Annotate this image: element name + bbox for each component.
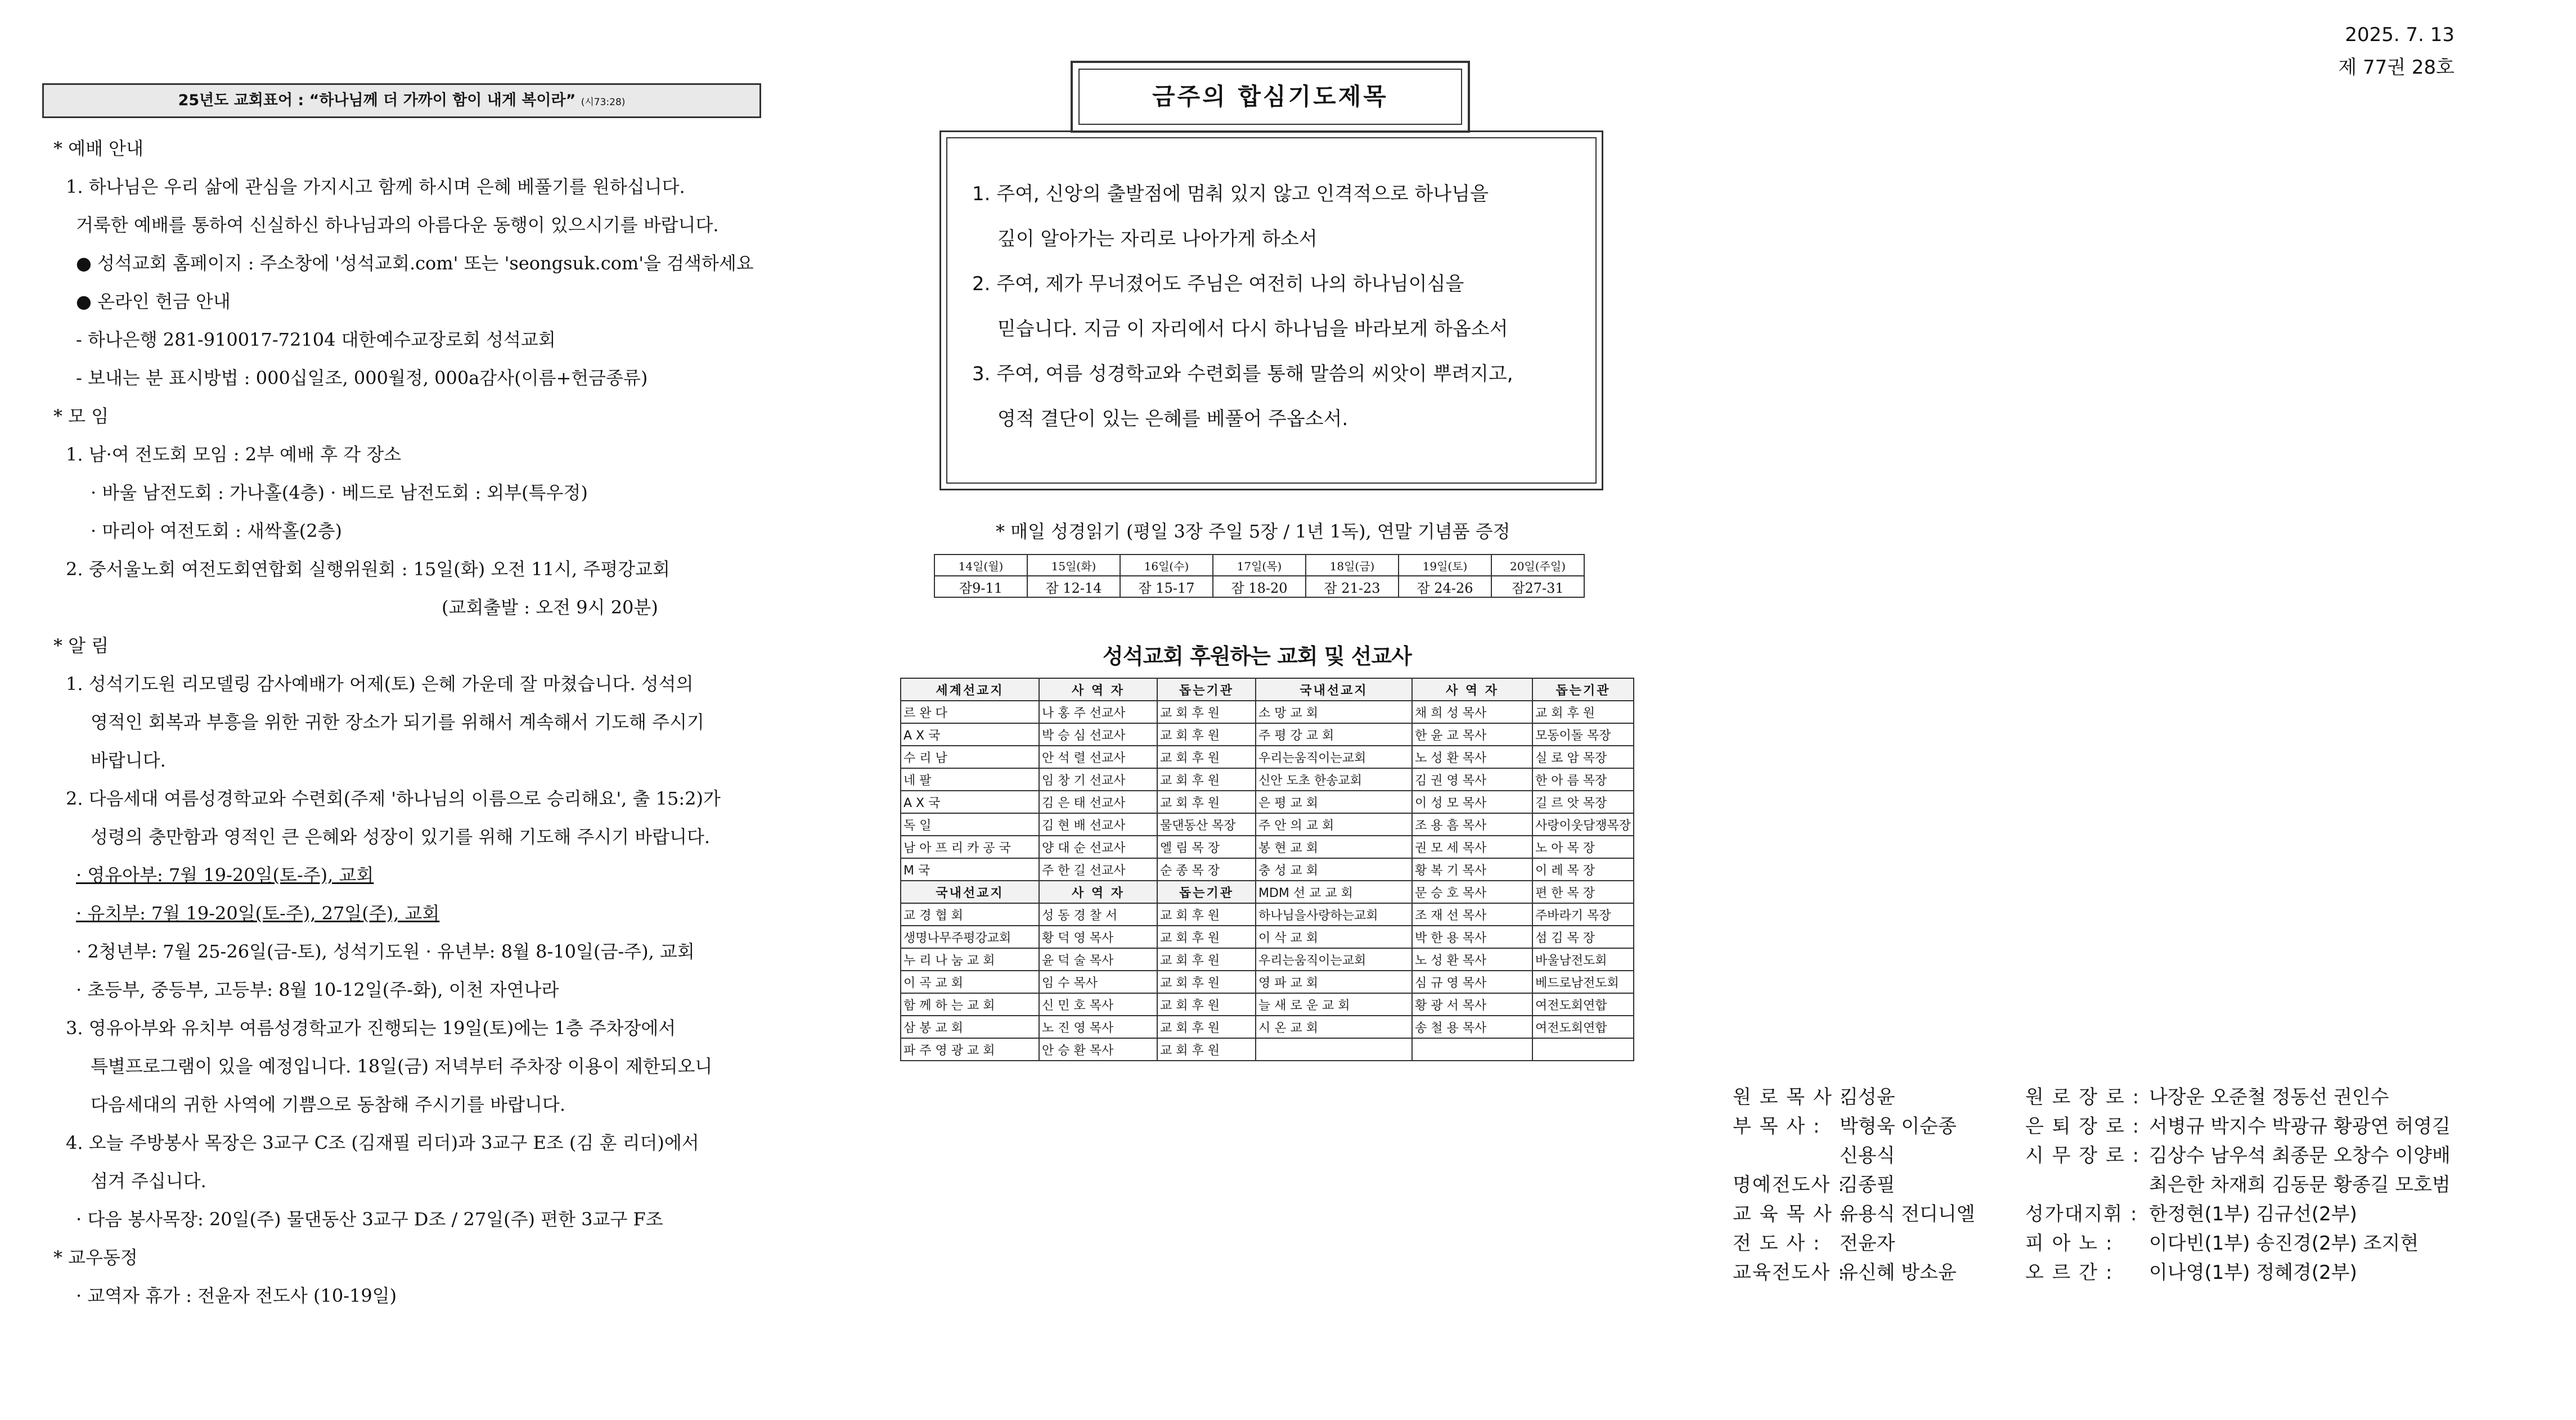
missions-cell: 한 윤 교 목사 <box>1412 723 1532 746</box>
staff-names: 이다빈(1부) 송진경(2부) 조지현 <box>2149 1232 2419 1255</box>
missions-cell: 노 아 목 장 <box>1532 836 1634 858</box>
missions-cell: 늘 새 로 운 교 회 <box>1256 993 1412 1016</box>
missions-cell: 신 민 호 목사 <box>1039 993 1157 1016</box>
missions-cell <box>1412 1038 1532 1061</box>
missions-cell: 소 망 교 회 <box>1256 701 1412 723</box>
missions-cell: 이 레 목 장 <box>1532 858 1634 881</box>
announcement-line: * 모 임 <box>53 405 109 427</box>
missions-cell: 성 동 경 찰 서 <box>1039 903 1157 926</box>
missions-title: 성석교회 후원하는 교회 및 선교사 <box>1103 644 1411 669</box>
missions-row <box>901 1038 1634 1061</box>
missions-cell: 봉 현 교 회 <box>1256 836 1412 858</box>
missions-cell: 교 회 후 원 <box>1157 1016 1256 1038</box>
announcement-line: - 하나은행 281-910017-72104 대한예수교장로회 성석교회 <box>76 329 556 350</box>
bible-day-cell: 17일(목) <box>1213 555 1306 576</box>
missions-cell: 함 께 하 는 교 회 <box>901 993 1039 1016</box>
missions-cell: 교 회 후 원 <box>1157 746 1256 768</box>
missions-cell: 박 한 용 목사 <box>1412 926 1532 948</box>
prayer-item: 1. 주여, 신앙의 출발점에 멈춰 있지 않고 인격적으로 하나님을 <box>972 183 1489 205</box>
announcement-line: · 유치부: 7월 19-20일(토-주), 27일(주), 교회 <box>76 903 440 924</box>
staff-names: 이나영(1부) 정혜경(2부) <box>2149 1261 2357 1284</box>
missions-cell: 김 은 태 선교사 <box>1039 791 1157 813</box>
missions-cell: 신안 도초 한송교회 <box>1256 768 1412 791</box>
staff-row <box>2025 1170 2451 1200</box>
missions-mixed-row <box>901 881 1634 903</box>
missions-cell: 누 리 나 눔 교 회 <box>901 948 1039 971</box>
missions-cell: 여전도회연합 <box>1532 1016 1634 1038</box>
staff-role <box>2025 1170 2149 1200</box>
missions-header-cell: 돕는기관 <box>1157 881 1256 903</box>
announcement-line: (교회출발 : 오전 9시 20분) <box>442 597 658 618</box>
missions-cell: 여전도회연합 <box>1532 993 1634 1016</box>
missions-row <box>901 926 1634 948</box>
staff-row <box>2025 1258 2451 1287</box>
missions-cell: A X 국 <box>901 723 1039 746</box>
prayer-list <box>972 172 1591 441</box>
missions-cell: 순 종 목 장 <box>1157 858 1256 881</box>
missions-cell: 노 진 영 목사 <box>1039 1016 1157 1038</box>
missions-header-cell: 사 역 자 <box>1039 881 1157 903</box>
missions-cell: A X 국 <box>901 791 1039 813</box>
announcement-line: · 마리아 여전도회 : 새싹홀(2층) <box>91 520 343 542</box>
missions-cell: 임 창 기 선교사 <box>1039 768 1157 791</box>
staff-names: 서병규 박지수 박광규 황광연 허영길 <box>2149 1115 2451 1138</box>
missions-header-cell: 세계선교지 <box>901 678 1039 701</box>
staff-names: 한정현(1부) 김규선(2부) <box>2149 1203 2357 1225</box>
missions-cell: 하나님을사랑하는교회 <box>1256 903 1412 926</box>
missions-cell: 황 덕 영 목사 <box>1039 926 1157 948</box>
missions-cell: 르 완 다 <box>901 701 1039 723</box>
missions-cell: 영 파 교 회 <box>1256 971 1412 993</box>
missions-row <box>901 813 1634 836</box>
staff-names: 김성윤 <box>1840 1086 1895 1108</box>
missions-cell: 주바라기 목장 <box>1532 903 1634 926</box>
prayer-item: 2. 주여, 제가 무너졌어도 주님은 여전히 나의 하나님이심을 <box>972 273 1464 295</box>
bible-reading-cell: 잠 15-17 <box>1120 576 1213 597</box>
staff-row <box>1733 1258 1975 1287</box>
staff-role <box>1733 1141 1840 1170</box>
staff-names: 김상수 남우석 최종문 오창수 이양배 <box>2149 1144 2451 1167</box>
bible-day-cell: 14일(월) <box>934 555 1027 576</box>
staff-names: 유신혜 방소윤 <box>1840 1261 1957 1284</box>
announcement-line: 섬겨 주십니다. <box>91 1170 206 1192</box>
bible-day-cell: 20일(주일) <box>1491 555 1584 576</box>
missions-cell: 실 로 암 목장 <box>1532 746 1634 768</box>
missions-cell: 임 수 목사 <box>1039 971 1157 993</box>
announcement-line: ● 성석교회 홈페이지 : 주소창에 '성석교회.com' 또는 'seongsuk.com'을 검색하세요 <box>76 253 754 274</box>
staff-row <box>1733 1200 1975 1229</box>
missions-header-cell: 사 역 자 <box>1412 678 1532 701</box>
missions-cell: 생명나무주평강교회 <box>901 926 1039 948</box>
missions-cell: 이 곡 교 회 <box>901 971 1039 993</box>
bible-day-cell: 15일(화) <box>1027 555 1120 576</box>
missions-cell: 섬 김 목 장 <box>1532 926 1634 948</box>
missions-cell: 조 재 선 목사 <box>1412 903 1532 926</box>
staff-names: 신용식 <box>1840 1144 1895 1167</box>
bible-reading-table <box>934 554 1585 598</box>
staff-names: 김종필 <box>1840 1174 1895 1196</box>
announcement-line: · 초등부, 중등부, 고등부: 8월 10-12일(주-화), 이천 자연나라 <box>76 979 559 1000</box>
announcement-line: * 알 림 <box>53 635 109 656</box>
announcement-line: · 다음 봉사목장: 20일(주) 물댄동산 3교구 D조 / 27일(주) 편한 3교구 F조 <box>76 1209 663 1230</box>
staff-role: 전 도 사 : <box>1733 1232 1821 1255</box>
missions-cell: 양 대 순 선교사 <box>1039 836 1157 858</box>
motto-reference: (시73:28) <box>581 97 626 108</box>
staff-role: 성가대지휘 : <box>2025 1203 2138 1225</box>
missions-row <box>901 948 1634 971</box>
staff-names: 최은한 차재희 김동문 황종길 모호범 <box>2149 1174 2451 1196</box>
missions-cell: 우리는움직이는교회 <box>1256 746 1412 768</box>
missions-cell: 이 삭 교 회 <box>1256 926 1412 948</box>
announcement-line: 1. 하나님은 우리 삶에 관심을 가지시고 함께 하시며 은혜 베풀기를 원하십니다. <box>66 176 685 197</box>
missions-cell: M 국 <box>901 858 1039 881</box>
missions-row <box>901 791 1634 813</box>
bible-reading-cell: 잠 21-23 <box>1306 576 1399 597</box>
missions-header-cell: 국내선교지 <box>1256 678 1412 701</box>
missions-cell: 교 회 후 원 <box>1157 971 1256 993</box>
missions-cell: 삼 봉 교 회 <box>901 1016 1039 1038</box>
missions-row <box>901 768 1634 791</box>
missions-header-cell: 돕는기관 <box>1157 678 1256 701</box>
staff-names: 나장운 오준철 정동선 권인수 <box>2149 1086 2389 1108</box>
staff-row <box>2025 1200 2451 1229</box>
missions-cell <box>1256 1038 1412 1061</box>
missions-cell: 길 르 앗 목장 <box>1532 791 1634 813</box>
missions-cell: 권 모 세 목사 <box>1412 836 1532 858</box>
staff-row <box>1733 1083 1975 1112</box>
bible-reading-cell: 잠27-31 <box>1491 576 1584 597</box>
missions-cell: 김 현 배 선교사 <box>1039 813 1157 836</box>
missions-cell: 박 승 심 선교사 <box>1039 723 1157 746</box>
announcement-line: - 보내는 분 표시방법 : 000십일조, 000월정, 000a감사(이름+헌금종류) <box>76 367 648 389</box>
prayer-item-continued: 믿습니다. 지금 이 자리에서 다시 하나님을 바라보게 하옵소서 <box>997 318 1508 340</box>
missions-cell: 충 성 교 회 <box>1256 858 1412 881</box>
announcement-line: 다음세대의 귀한 사역에 기쁨으로 동참해 주시기를 바랍니다. <box>91 1094 566 1115</box>
missions-cell: 노 성 환 목사 <box>1412 746 1532 768</box>
missions-cell: MDM 선 교 교 회 <box>1256 881 1412 903</box>
announcement-line: 3. 영유아부와 유치부 여름성경학교가 진행되는 19일(토)에는 1층 주차장에서 <box>66 1017 676 1039</box>
motto-text: 25년도 교회표어 : “하나님께 더 가까이 함이 내게 복이라” <box>178 92 576 109</box>
bible-reading-cell: 잠 12-14 <box>1027 576 1120 597</box>
staff-names: 박형욱 이순종 <box>1840 1115 1957 1138</box>
announcement-line: 4. 오늘 주방봉사 목장은 3교구 C조 (김재필 리더)과 3교구 E조 (김 훈 리더)에서 <box>66 1132 699 1153</box>
staff-role: 은 퇴 장 로 : <box>2025 1115 2141 1138</box>
missions-cell: 교 회 후 원 <box>1157 768 1256 791</box>
announcement-line: · 2청년부: 7월 25-26일(금-토), 성석기도원 · 유년부: 8월 8-10일(금-주), 교회 <box>76 941 695 962</box>
missions-row <box>901 858 1634 881</box>
missions-cell: 시 온 교 회 <box>1256 1016 1412 1038</box>
missions-cell: 교 회 후 원 <box>1532 701 1634 723</box>
missions-cell: 황 광 서 목사 <box>1412 993 1532 1016</box>
staff-row <box>1733 1170 1975 1200</box>
missions-cell: 심 규 영 목사 <box>1412 971 1532 993</box>
announcement-line: 1. 남·여 전도회 모임 : 2부 예배 후 각 장소 <box>66 444 402 465</box>
missions-cell: 파 주 영 광 교 회 <box>901 1038 1039 1061</box>
announcement-line: ● 온라인 헌금 안내 <box>76 291 231 312</box>
missions-cell: 바울남전도회 <box>1532 948 1634 971</box>
announcement-line: · 영유아부: 7월 19-20일(토-주), 교회 <box>76 864 374 886</box>
staff-list-right <box>2025 1083 2451 1287</box>
staff-row <box>2025 1141 2451 1170</box>
staff-role: 명예전도사 : <box>1733 1174 1846 1196</box>
missions-cell: 주 한 길 선교사 <box>1039 858 1157 881</box>
staff-row <box>1733 1141 1975 1170</box>
staff-role: 부 목 사 : <box>1733 1115 1821 1138</box>
missions-cell: 은 평 교 회 <box>1256 791 1412 813</box>
missions-table <box>900 678 1634 1061</box>
missions-cell: 사랑이웃담쟁목장 <box>1532 813 1634 836</box>
missions-cell <box>1532 1038 1634 1061</box>
announcement-line: 특별프로그램이 있을 예정입니다. 18일(금) 저녁부터 주차장 이용이 제한되오니 <box>91 1056 713 1077</box>
missions-header-cell: 사 역 자 <box>1039 678 1157 701</box>
staff-names: 유용식 전디니엘 <box>1840 1203 1975 1225</box>
staff-role: 원 로 장 로 : <box>2025 1086 2141 1108</box>
announcement-line: 영적인 회복과 부흥을 위한 귀한 장소가 되기를 위해서 계속해서 기도해 주시기 <box>91 711 704 733</box>
prayer-item: 3. 주여, 여름 성경학교와 수련회를 통해 말씀의 씨앗이 뿌려지고, <box>972 363 1513 385</box>
missions-cell: 윤 덕 술 목사 <box>1039 948 1157 971</box>
announcement-line: 바랍니다. <box>91 750 166 771</box>
missions-cell: 엘 림 목 장 <box>1157 836 1256 858</box>
bible-day-cell: 18일(금) <box>1306 555 1399 576</box>
church-motto <box>42 83 761 118</box>
missions-cell: 안 승 환 목사 <box>1039 1038 1157 1061</box>
missions-cell: 우리는움직이는교회 <box>1256 948 1412 971</box>
missions-row <box>901 723 1634 746</box>
bulletin-volume: 제 77권 28호 <box>2338 56 2454 79</box>
bible-day-cell: 19일(토) <box>1399 555 1491 576</box>
staff-role: 원 로 목 사 : <box>1733 1086 1848 1108</box>
missions-cell: 나 홍 주 선교사 <box>1039 701 1157 723</box>
missions-row <box>901 701 1634 723</box>
staff-role: 오 르 간 : <box>2025 1261 2114 1284</box>
staff-role: 피 아 노 : <box>2025 1232 2114 1255</box>
announcements <box>53 129 807 1315</box>
missions-row <box>901 903 1634 926</box>
missions-cell: 황 복 기 목사 <box>1412 858 1532 881</box>
missions-cell: 모동이돌 목장 <box>1532 723 1634 746</box>
missions-header-row <box>901 678 1634 701</box>
staff-row <box>2025 1112 2451 1141</box>
missions-header-cell: 국내선교지 <box>901 881 1039 903</box>
staff-role: 교 육 목 사 : <box>1733 1203 1848 1225</box>
missions-cell: 교 경 협 회 <box>901 903 1039 926</box>
bible-day-cell: 16일(수) <box>1120 555 1213 576</box>
missions-cell: 송 철 용 목사 <box>1412 1016 1532 1038</box>
missions-row <box>901 1016 1634 1038</box>
missions-cell: 수 리 남 <box>901 746 1039 768</box>
prayer-item-continued: 깊이 알아가는 자리로 나아가게 하소서 <box>997 228 1318 250</box>
missions-cell: 네 팔 <box>901 768 1039 791</box>
missions-cell: 이 성 모 목사 <box>1412 791 1532 813</box>
announcement-line: · 바울 남전도회 : 가나홀(4층) · 베드로 남전도회 : 외부(특우정) <box>91 482 588 503</box>
missions-cell: 조 용 흠 목사 <box>1412 813 1532 836</box>
missions-row <box>901 971 1634 993</box>
missions-cell: 노 성 환 목사 <box>1412 948 1532 971</box>
missions-cell: 주 평 강 교 회 <box>1256 723 1412 746</box>
announcement-line: 1. 성석기도원 리모델링 감사예배가 어제(토) 은혜 가운데 잘 마쳤습니다. 성석의 <box>66 673 694 695</box>
announcement-line: 2. 중서울노회 여전도회연합회 실행위원회 : 15일(화) 오전 11시, 주평강교회 <box>66 558 670 580</box>
missions-cell: 베드로남전도회 <box>1532 971 1634 993</box>
prayer-title: 금주의 합심기도제목 <box>1071 61 1470 133</box>
missions-cell: 안 석 렬 선교사 <box>1039 746 1157 768</box>
staff-role: 시 무 장 로 : <box>2025 1144 2141 1167</box>
bible-reading-cell: 잠 18-20 <box>1213 576 1306 597</box>
missions-cell: 교 회 후 원 <box>1157 701 1256 723</box>
staff-row <box>1733 1112 1975 1141</box>
staff-names: 전윤자 <box>1840 1232 1895 1255</box>
prayer-item-continued: 영적 결단이 있는 은혜를 베풀어 주옵소서. <box>997 408 1348 430</box>
announcement-line: * 교우동정 <box>53 1247 138 1268</box>
missions-cell: 교 회 후 원 <box>1157 948 1256 971</box>
missions-cell: 물댄동산 목장 <box>1157 813 1256 836</box>
bible-reading-note: * 매일 성경읽기 (평일 3장 주일 5장 / 1년 1독), 연말 기념품 증정 <box>996 521 1510 542</box>
announcement-line: 거룩한 예배를 통하여 신실하신 하나님과의 아름다운 동행이 있으시기를 바랍니다. <box>76 214 719 236</box>
missions-row <box>901 836 1634 858</box>
bible-reading-cell: 잠9-11 <box>934 576 1027 597</box>
staff-row <box>2025 1083 2451 1112</box>
staff-row <box>2025 1229 2451 1258</box>
announcement-line: * 예배 안내 <box>53 138 143 159</box>
missions-cell: 교 회 후 원 <box>1157 1038 1256 1061</box>
missions-row <box>901 746 1634 768</box>
missions-cell: 편 한 목 장 <box>1532 881 1634 903</box>
missions-cell: 교 회 후 원 <box>1157 993 1256 1016</box>
staff-row <box>1733 1229 1975 1258</box>
missions-cell: 독 일 <box>901 813 1039 836</box>
missions-cell: 한 아 름 목장 <box>1532 768 1634 791</box>
announcement-line: 2. 다음세대 여름성경학교와 수련회(주제 '하나님의 이름으로 승리해요', 출 15:2)가 <box>66 788 721 809</box>
bulletin-date: 2025. 7. 13 <box>2345 24 2454 46</box>
announcement-line: 성령의 충만함과 영적인 큰 은혜와 성장이 있기를 위해 기도해 주시기 바랍니다. <box>91 826 711 848</box>
missions-cell: 문 승 호 목사 <box>1412 881 1532 903</box>
announcement-line: · 교역자 휴가 : 전윤자 전도사 (10-19일) <box>76 1285 397 1306</box>
missions-cell: 교 회 후 원 <box>1157 791 1256 813</box>
missions-cell: 교 회 후 원 <box>1157 903 1256 926</box>
missions-cell: 김 권 영 목사 <box>1412 768 1532 791</box>
staff-list-left <box>1733 1083 1975 1287</box>
missions-cell: 주 안 의 교 회 <box>1256 813 1412 836</box>
missions-row <box>901 993 1634 1016</box>
bible-reading-cell: 잠 24-26 <box>1399 576 1491 597</box>
missions-cell: 채 희 성 목사 <box>1412 701 1532 723</box>
missions-header-cell: 돕는기관 <box>1532 678 1634 701</box>
missions-cell: 남 아 프 리 카 공 국 <box>901 836 1039 858</box>
missions-cell: 교 회 후 원 <box>1157 926 1256 948</box>
missions-cell: 교 회 후 원 <box>1157 723 1256 746</box>
staff-role: 교육전도사 : <box>1733 1261 1846 1284</box>
